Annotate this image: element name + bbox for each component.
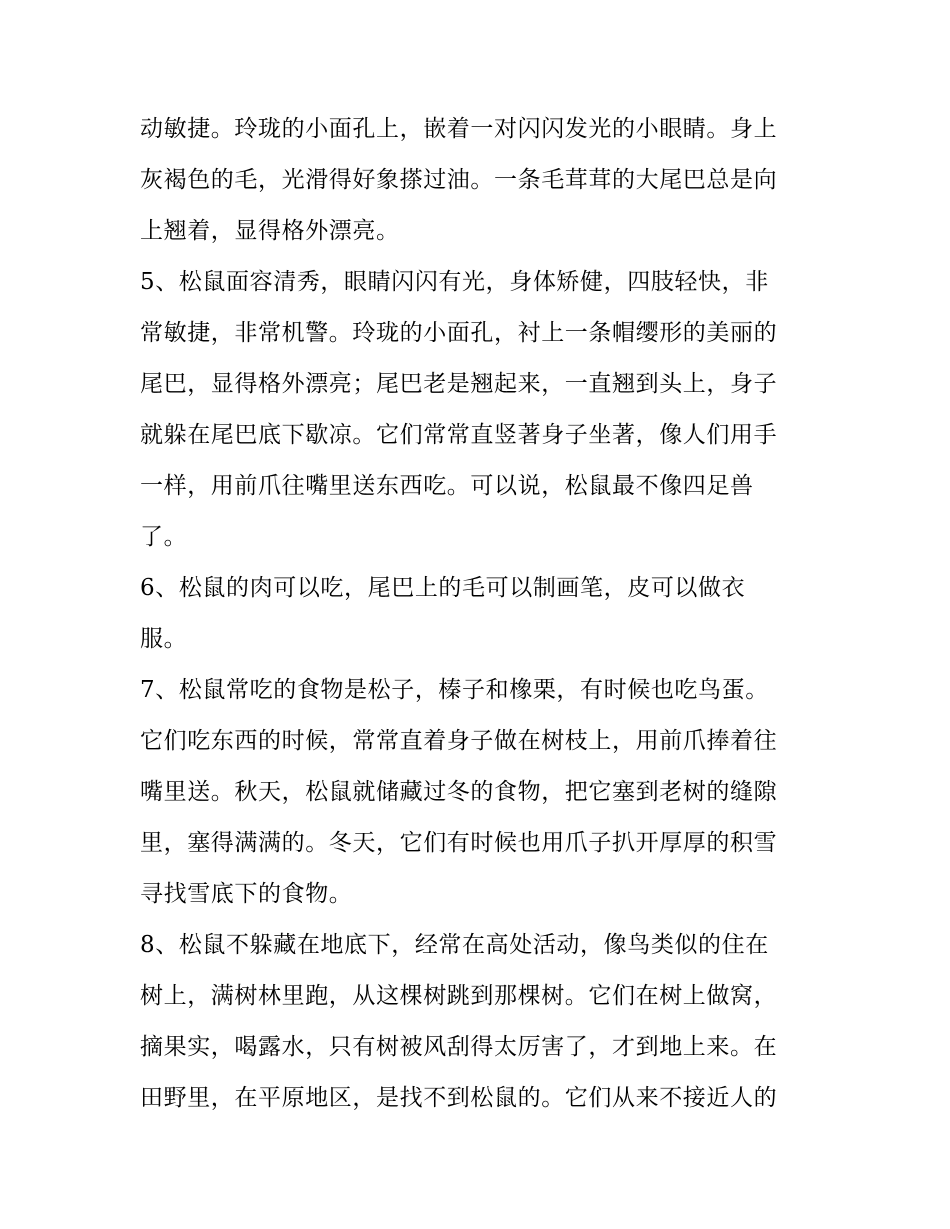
text-line: 常敏捷，非常机警。玲珑的小面孔，衬上一条帽缨形的美丽的 bbox=[140, 320, 778, 346]
text-line: 一样，用前爪往嘴里送东西吃。可以说，松鼠最不像四足兽 bbox=[140, 473, 754, 499]
text-line: 了。 bbox=[140, 524, 188, 550]
text-line: 灰褐色的毛，光滑得好象搽过油。一条毛茸茸的大尾巴总是向 bbox=[140, 167, 778, 193]
text-line: 摘果实，喝露水，只有树被风刮得太厉害了，才到地上来。在 bbox=[140, 1034, 778, 1060]
text-line: 里，塞得满满的。冬天，它们有时候也用爪子扒开厚厚的积雪 bbox=[140, 830, 778, 856]
text-line: 田野里，在平原地区，是找不到松鼠的。它们从来不接近人的 bbox=[140, 1085, 778, 1111]
text-line: 尾巴，显得格外漂亮；尾巴老是翘起来，一直翘到头上，身子 bbox=[140, 371, 778, 397]
text-line: 5、松鼠面容清秀，眼睛闪闪有光，身体矫健，四肢轻快，非 bbox=[140, 269, 769, 295]
text-line: 嘴里送。秋天，松鼠就储藏过冬的食物，把它塞到老树的缝隙 bbox=[140, 779, 778, 805]
text-line: 上翘着，显得格外漂亮。 bbox=[140, 218, 400, 244]
text-line: 服。 bbox=[140, 626, 188, 652]
document-body bbox=[140, 104, 820, 1124]
text-line: 6、松鼠的肉可以吃，尾巴上的毛可以制画笔，皮可以做衣 bbox=[140, 575, 746, 601]
text-line: 它们吃东西的时候，常常直着身子做在树枝上，用前爪捧着往 bbox=[140, 728, 778, 754]
text-line: 就躲在尾巴底下歇凉。它们常常直竖著身子坐著，像人们用手 bbox=[140, 422, 778, 448]
text-line: 寻找雪底下的食物。 bbox=[140, 881, 353, 907]
text-line: 7、松鼠常吃的食物是松子，榛子和橡栗，有时候也吃鸟蛋。 bbox=[140, 677, 769, 703]
text-line: 8、松鼠不躲藏在地底下，经常在高处活动，像鸟类似的住在 bbox=[140, 932, 769, 958]
text-line: 树上，满树林里跑，从这棵树跳到那棵树。它们在树上做窝， bbox=[140, 983, 778, 1009]
text-line: 动敏捷。玲珑的小面孔上，嵌着一对闪闪发光的小眼睛。身上 bbox=[140, 116, 778, 142]
